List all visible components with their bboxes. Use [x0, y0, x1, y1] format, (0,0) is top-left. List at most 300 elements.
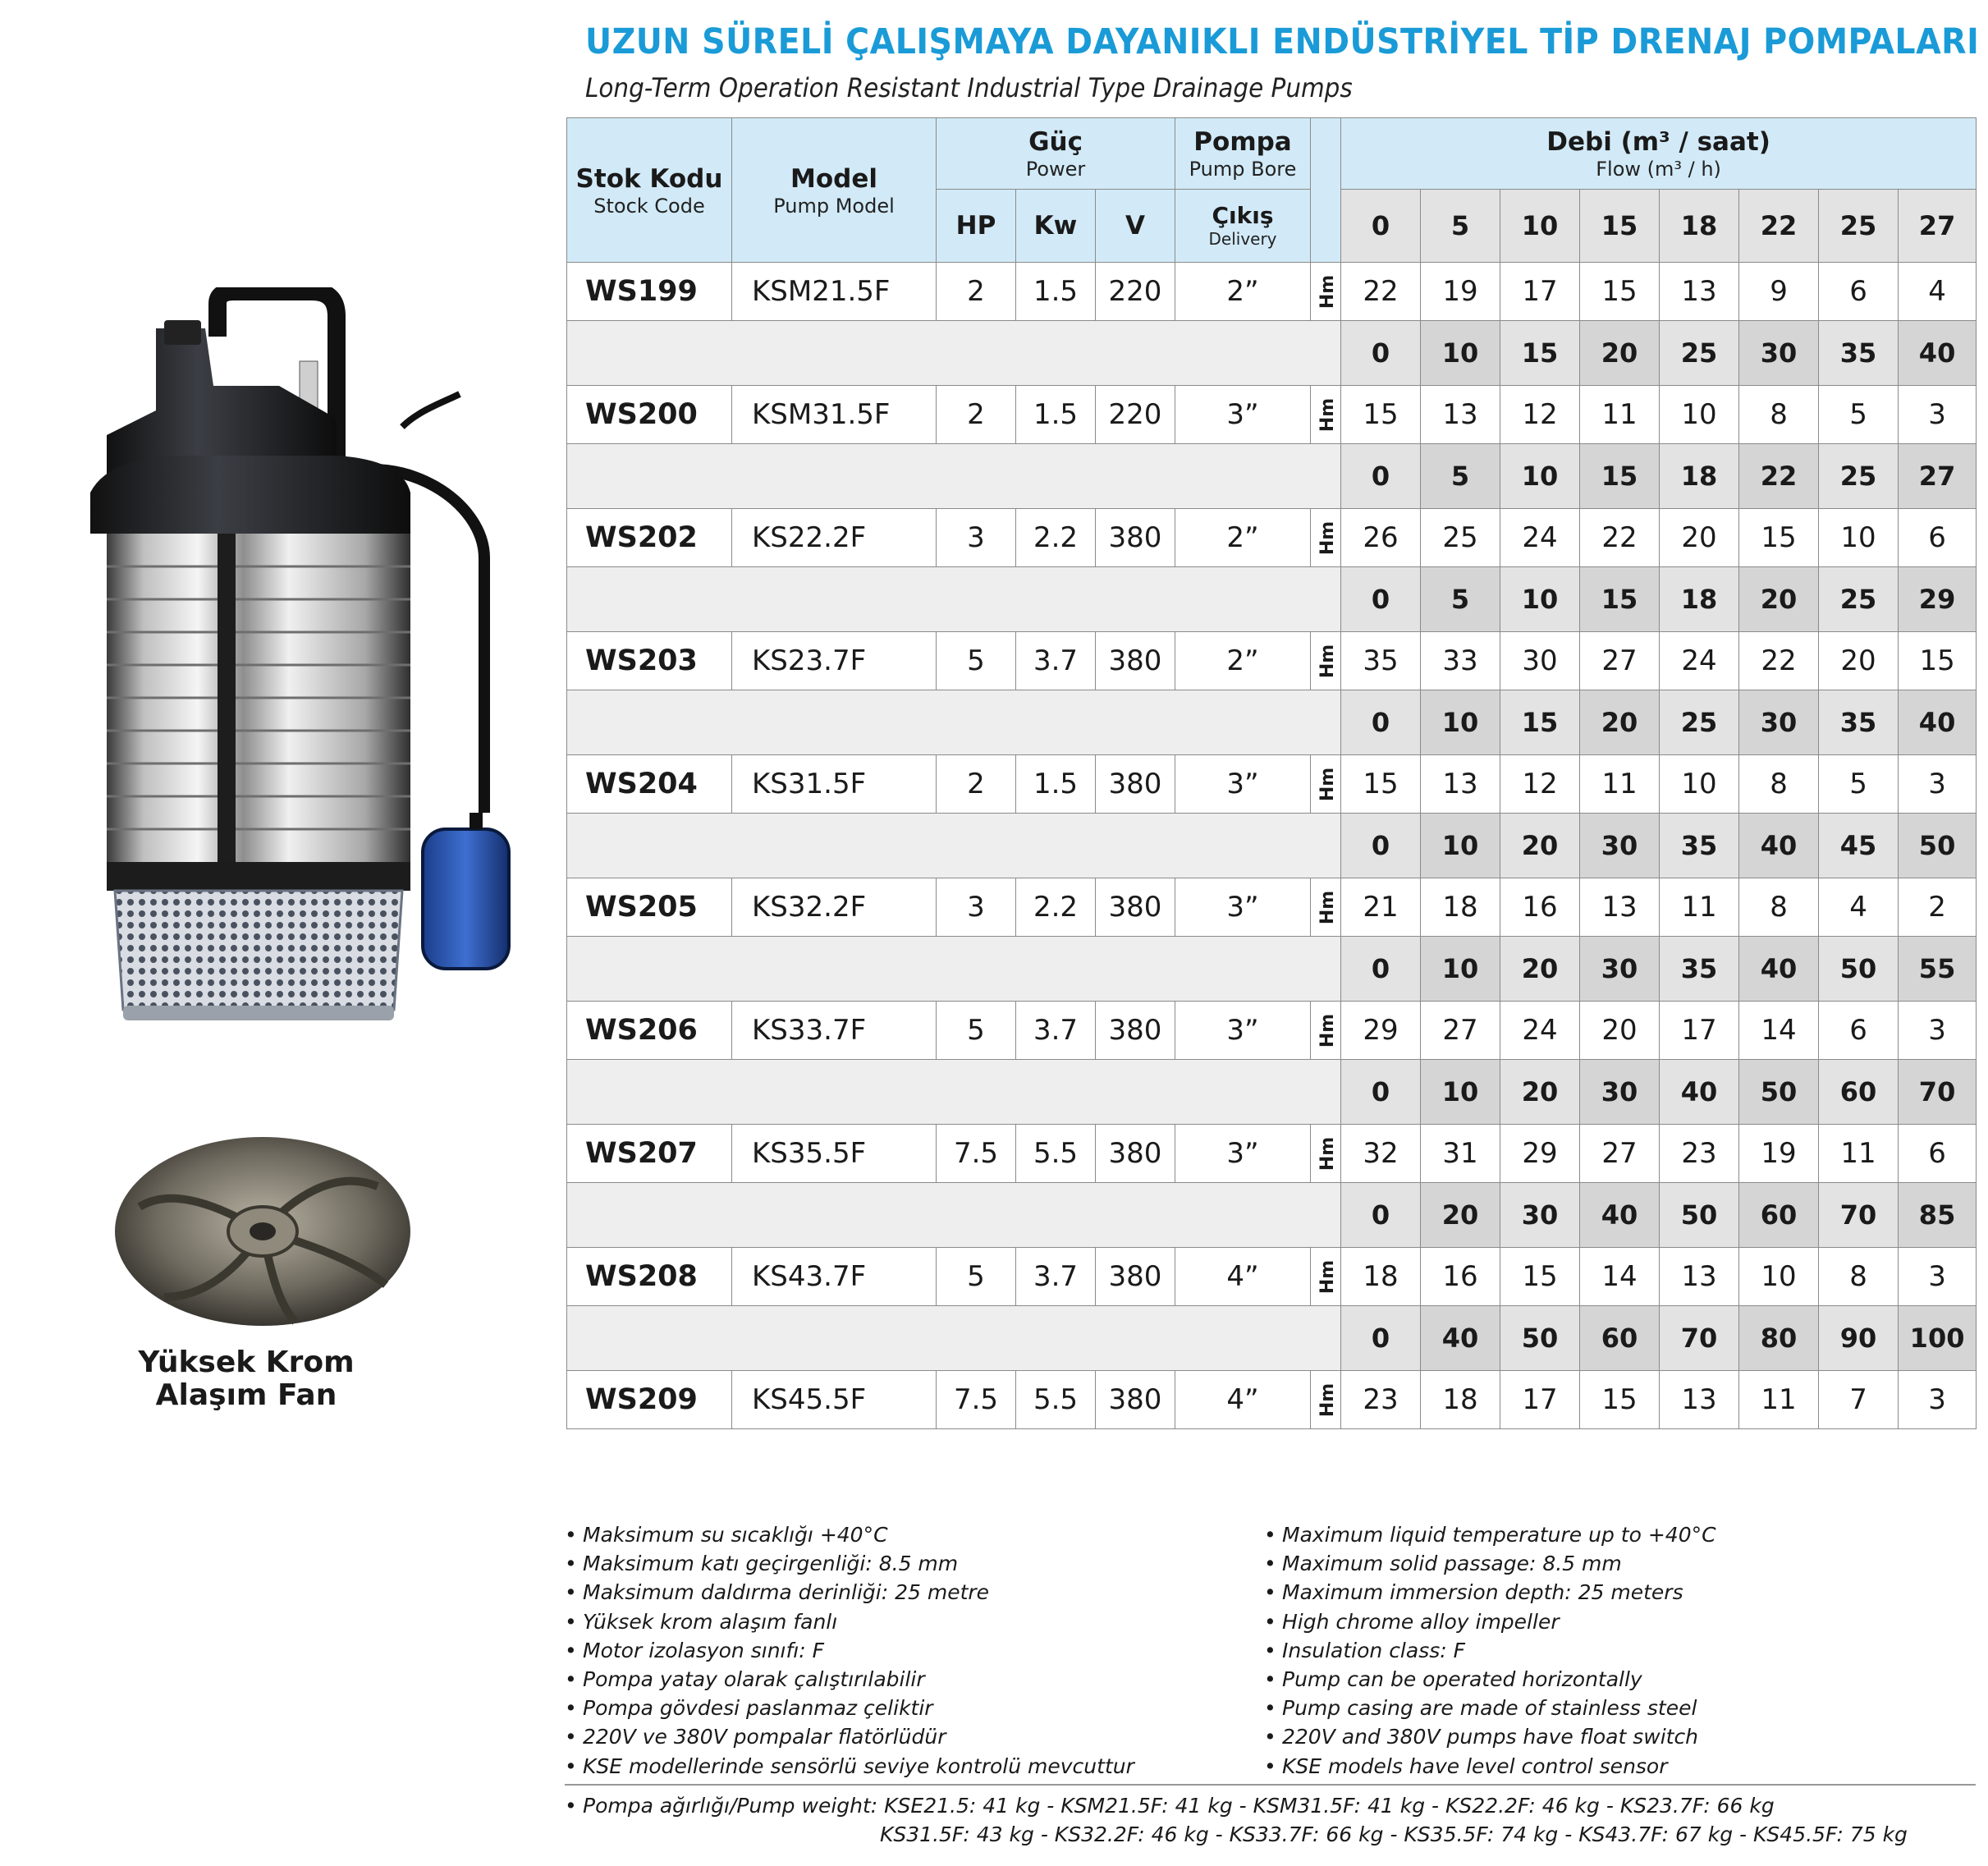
flow-row	[567, 1306, 1977, 1371]
head-value-cell: 19	[1739, 1125, 1819, 1183]
flow-value: 0	[1341, 321, 1421, 386]
head-value-cell: 22	[1580, 509, 1660, 567]
flow-value: 27	[1899, 444, 1977, 509]
flow-value: 10	[1421, 937, 1500, 1002]
head-value-cell: 6	[1819, 263, 1899, 321]
head-value-cell: 16	[1500, 878, 1580, 937]
hm-label: Hm	[1317, 274, 1339, 309]
kw-cell: 3.7	[1016, 1002, 1096, 1060]
head-value-cell: 13	[1660, 1371, 1739, 1429]
flow-row-spacer	[567, 690, 1341, 755]
model-cell: KS22.2F	[732, 509, 937, 567]
kw-cell: 3.7	[1016, 632, 1096, 690]
flow-value: 15	[1580, 444, 1660, 509]
table-row	[567, 509, 1977, 567]
flow-row-spacer	[567, 1060, 1341, 1125]
flow-value: 18	[1660, 567, 1739, 632]
flow-value-header: 22	[1739, 190, 1819, 263]
flow-value: 15	[1500, 690, 1580, 755]
flow-value: 40	[1739, 937, 1819, 1002]
flow-value: 0	[1341, 1306, 1421, 1371]
hm-label-cell	[1311, 878, 1341, 937]
caption-line-2: Alaşım Fan	[155, 1378, 337, 1412]
flow-value: 15	[1500, 321, 1580, 386]
flow-value: 15	[1580, 567, 1660, 632]
flow-row	[567, 1183, 1977, 1248]
stock-code-cell: WS208	[567, 1248, 732, 1306]
head-value-cell: 29	[1341, 1002, 1421, 1060]
hp-cell: 7.5	[937, 1125, 1016, 1183]
flow-value: 85	[1899, 1183, 1977, 1248]
flow-value: 0	[1341, 1060, 1421, 1125]
head-value-cell: 16	[1421, 1248, 1500, 1306]
flow-value: 50	[1739, 1060, 1819, 1125]
flow-value: 20	[1500, 937, 1580, 1002]
page-title: UZUN SÜRELİ ÇALIŞMAYA DAYANIKLI ENDÜSTRİYEL TİP DRENAJ POMPALARI	[585, 21, 1980, 62]
note-en-item: • High chrome alloy impeller	[1264, 1607, 1716, 1636]
flow-value: 29	[1899, 567, 1977, 632]
notes-divider	[565, 1784, 1976, 1786]
hp-cell: 3	[937, 509, 1016, 567]
hm-label: Hm	[1317, 397, 1339, 432]
flow-value: 20	[1739, 567, 1819, 632]
table-row	[567, 263, 1977, 321]
flow-value: 0	[1341, 814, 1421, 878]
flow-value: 20	[1500, 814, 1580, 878]
flow-value: 60	[1739, 1183, 1819, 1248]
delivery-cell: 3”	[1175, 1002, 1311, 1060]
hp-cell: 2	[937, 386, 1016, 444]
head-value-cell: 20	[1819, 632, 1899, 690]
model-cell: KS33.7F	[732, 1002, 937, 1060]
note-tr-item: • Maksimum katı geçirgenliği: 8.5 mm	[565, 1549, 1134, 1578]
kw-cell: 1.5	[1016, 386, 1096, 444]
flow-value: 60	[1580, 1306, 1660, 1371]
head-value-cell: 14	[1580, 1248, 1660, 1306]
flow-row-spacer	[567, 444, 1341, 509]
hm-label: Hm	[1317, 1136, 1339, 1171]
kw-cell: 2.2	[1016, 509, 1096, 567]
kw-cell: 2.2	[1016, 878, 1096, 937]
head-value-cell: 4	[1899, 263, 1977, 321]
flow-row-spacer	[567, 321, 1341, 386]
pump-spec-table	[566, 117, 1977, 1429]
head-value-cell: 8	[1739, 386, 1819, 444]
hm-label-cell	[1311, 755, 1341, 814]
head-value-cell: 6	[1899, 1125, 1977, 1183]
note-tr-item: • 220V ve 380V pompalar flatörlüdür	[565, 1722, 1134, 1751]
pump-weight-line-1: • Pompa ağırlığı/Pump weight: KSE21.5: 41 kg - KSM21.5F: 41 kg - KSM31.5F: 41 kg - KS22.2F: 46 kg - KS23.7F: 66 kg	[565, 1794, 1775, 1818]
flow-value: 30	[1580, 814, 1660, 878]
head-value-cell: 18	[1421, 878, 1500, 937]
flow-value: 60	[1819, 1060, 1899, 1125]
flow-value: 20	[1500, 1060, 1580, 1125]
flow-value: 50	[1819, 937, 1899, 1002]
hm-label-cell	[1311, 509, 1341, 567]
head-value-cell: 22	[1739, 632, 1819, 690]
head-value-cell: 27	[1421, 1002, 1500, 1060]
voltage-cell: 380	[1096, 1125, 1175, 1183]
head-value-cell: 13	[1421, 386, 1500, 444]
head-value-cell: 12	[1500, 755, 1580, 814]
hm-label-cell	[1311, 1002, 1341, 1060]
hp-cell: 2	[937, 263, 1016, 321]
delivery-cell: 4”	[1175, 1371, 1311, 1429]
hm-label-cell	[1311, 386, 1341, 444]
hm-spacer-header	[1311, 118, 1341, 263]
head-value-cell: 3	[1899, 1248, 1977, 1306]
head-value-cell: 4	[1819, 878, 1899, 937]
pump-weight-line-2: KS31.5F: 43 kg - KS32.2F: 46 kg - KS33.7F: 66 kg - KS35.5F: 74 kg - KS43.7F: 67 kg - KS45.5F: 75 kg	[880, 1822, 1908, 1846]
note-en-item: • Maximum immersion depth: 25 meters	[1264, 1578, 1716, 1607]
hp-cell: 3	[937, 878, 1016, 937]
flow-value: 10	[1500, 567, 1580, 632]
flow-value: 25	[1819, 567, 1899, 632]
hm-label-cell	[1311, 632, 1341, 690]
head-value-cell: 14	[1739, 1002, 1819, 1060]
model-cell: KS31.5F	[732, 755, 937, 814]
kw-cell: 1.5	[1016, 263, 1096, 321]
caption-line-1: Yüksek Krom	[138, 1346, 355, 1379]
hp-cell: 5	[937, 1002, 1016, 1060]
head-value-cell: 18	[1341, 1248, 1421, 1306]
flow-value: 0	[1341, 690, 1421, 755]
head-value-cell: 5	[1819, 755, 1899, 814]
delivery-cell: 3”	[1175, 386, 1311, 444]
flow-value: 40	[1660, 1060, 1739, 1125]
v-header: V	[1096, 190, 1175, 263]
flow-value: 80	[1739, 1306, 1819, 1371]
head-value-cell: 6	[1899, 509, 1977, 567]
flow-value: 40	[1899, 690, 1977, 755]
pump-image	[90, 287, 550, 1075]
flow-value: 22	[1739, 444, 1819, 509]
note-en-item: • Pump can be operated horizontally	[1264, 1665, 1716, 1694]
flow-value: 40	[1580, 1183, 1660, 1248]
flow-row-spacer	[567, 814, 1341, 878]
delivery-cell: 3”	[1175, 755, 1311, 814]
head-value-cell: 11	[1580, 755, 1660, 814]
notes-english	[1264, 1520, 1716, 1781]
head-value-cell: 17	[1660, 1002, 1739, 1060]
hm-label-cell	[1311, 263, 1341, 321]
voltage-cell: 380	[1096, 509, 1175, 567]
head-value-cell: 13	[1660, 1248, 1739, 1306]
hp-cell: 5	[937, 1248, 1016, 1306]
flow-value: 70	[1899, 1060, 1977, 1125]
head-value-cell: 7	[1819, 1371, 1899, 1429]
flow-value-header: 5	[1421, 190, 1500, 263]
head-value-cell: 27	[1580, 1125, 1660, 1183]
stock-code-cell: WS207	[567, 1125, 732, 1183]
head-value-cell: 13	[1660, 263, 1739, 321]
flow-value: 10	[1421, 1060, 1500, 1125]
flow-value: 35	[1819, 690, 1899, 755]
stock-code-cell: WS200	[567, 386, 732, 444]
note-en-item: • Maximum solid passage: 8.5 mm	[1264, 1549, 1716, 1578]
head-value-cell: 5	[1819, 386, 1899, 444]
flow-header: Debi (m³ / saat) Flow (m³ / h)	[1341, 118, 1977, 190]
flow-value: 45	[1819, 814, 1899, 878]
head-value-cell: 29	[1500, 1125, 1580, 1183]
flow-row	[567, 567, 1977, 632]
hm-label: Hm	[1317, 1382, 1339, 1417]
flow-value: 5	[1421, 567, 1500, 632]
hm-label-cell	[1311, 1125, 1341, 1183]
note-tr-item: • Pompa gövdesi paslanmaz çeliktir	[565, 1694, 1134, 1722]
flow-value: 40	[1739, 814, 1819, 878]
flow-value-header: 0	[1341, 190, 1421, 263]
flow-row	[567, 937, 1977, 1002]
pump-bore-header: Pompa Pump Bore	[1175, 118, 1311, 190]
flow-value: 30	[1739, 690, 1819, 755]
stock-code-cell: WS204	[567, 755, 732, 814]
head-value-cell: 8	[1739, 755, 1819, 814]
head-value-cell: 8	[1819, 1248, 1899, 1306]
head-value-cell: 11	[1660, 878, 1739, 937]
note-en-item: • Insulation class: F	[1264, 1636, 1716, 1665]
voltage-cell: 380	[1096, 1002, 1175, 1060]
head-value-cell: 35	[1341, 632, 1421, 690]
head-value-cell: 22	[1341, 263, 1421, 321]
voltage-cell: 220	[1096, 386, 1175, 444]
voltage-cell: 220	[1096, 263, 1175, 321]
head-value-cell: 24	[1500, 1002, 1580, 1060]
delivery-cell: 3”	[1175, 878, 1311, 937]
flow-value: 10	[1421, 321, 1500, 386]
stock-code-cell: WS199	[567, 263, 732, 321]
flow-value: 30	[1580, 937, 1660, 1002]
flow-value: 18	[1660, 444, 1739, 509]
delivery-cell: 2”	[1175, 509, 1311, 567]
model-header: Model Pump Model	[732, 118, 937, 263]
flow-value: 35	[1660, 814, 1739, 878]
kw-cell: 1.5	[1016, 755, 1096, 814]
voltage-cell: 380	[1096, 878, 1175, 937]
hp-cell: 2	[937, 755, 1016, 814]
table-row	[567, 755, 1977, 814]
flow-value: 25	[1660, 690, 1739, 755]
head-value-cell: 23	[1660, 1125, 1739, 1183]
stock-code-cell: WS209	[567, 1371, 732, 1429]
flow-value: 50	[1899, 814, 1977, 878]
table-row	[567, 1002, 1977, 1060]
notes-turkish	[565, 1520, 1134, 1781]
flow-value: 40	[1899, 321, 1977, 386]
head-value-cell: 3	[1899, 386, 1977, 444]
head-value-cell: 20	[1660, 509, 1739, 567]
hm-label: Hm	[1317, 890, 1339, 924]
head-value-cell: 32	[1341, 1125, 1421, 1183]
flow-row-spacer	[567, 567, 1341, 632]
model-cell: KS43.7F	[732, 1248, 937, 1306]
head-value-cell: 11	[1739, 1371, 1819, 1429]
voltage-cell: 380	[1096, 1248, 1175, 1306]
delivery-cell: 4”	[1175, 1248, 1311, 1306]
head-value-cell: 15	[1580, 1371, 1660, 1429]
flow-value: 0	[1341, 1183, 1421, 1248]
flow-value: 10	[1421, 814, 1500, 878]
stock-code-cell: WS206	[567, 1002, 732, 1060]
flow-row	[567, 444, 1977, 509]
table-row	[567, 386, 1977, 444]
flow-value: 20	[1421, 1183, 1500, 1248]
model-cell: KS45.5F	[732, 1371, 937, 1429]
flow-value-header: 15	[1580, 190, 1660, 263]
voltage-cell: 380	[1096, 632, 1175, 690]
flow-value: 40	[1421, 1306, 1500, 1371]
voltage-cell: 380	[1096, 755, 1175, 814]
head-value-cell: 17	[1500, 1371, 1580, 1429]
flow-row-spacer	[567, 1183, 1341, 1248]
head-value-cell: 12	[1500, 386, 1580, 444]
head-value-cell: 11	[1819, 1125, 1899, 1183]
note-en-item: • KSE models have level control sensor	[1264, 1752, 1716, 1781]
flow-row	[567, 814, 1977, 878]
flow-row	[567, 1060, 1977, 1125]
page-subtitle: Long-Term Operation Resistant Industrial Type Drainage Pumps	[585, 72, 1353, 103]
head-value-cell: 10	[1819, 509, 1899, 567]
flow-value: 70	[1819, 1183, 1899, 1248]
head-value-cell: 10	[1660, 755, 1739, 814]
stock-code-cell: WS202	[567, 509, 732, 567]
head-value-cell: 2	[1899, 878, 1977, 937]
head-value-cell: 6	[1819, 1002, 1899, 1060]
hp-cell: 7.5	[937, 1371, 1016, 1429]
head-value-cell: 19	[1421, 263, 1500, 321]
flow-value: 50	[1660, 1183, 1739, 1248]
head-value-cell: 3	[1899, 755, 1977, 814]
note-tr-item: • Yüksek krom alaşım fanlı	[565, 1607, 1134, 1636]
head-value-cell: 10	[1739, 1248, 1819, 1306]
hm-label: Hm	[1317, 520, 1339, 555]
delivery-cell: 2”	[1175, 263, 1311, 321]
hp-cell: 5	[937, 632, 1016, 690]
impeller-caption	[123, 1346, 369, 1412]
head-value-cell: 3	[1899, 1002, 1977, 1060]
head-value-cell: 15	[1580, 263, 1660, 321]
hm-label-cell	[1311, 1248, 1341, 1306]
note-en-item: • Maximum liquid temperature up to +40°C	[1264, 1520, 1716, 1549]
head-value-cell: 3	[1899, 1371, 1977, 1429]
flow-row-spacer	[567, 1306, 1341, 1371]
table-row	[567, 632, 1977, 690]
flow-value: 0	[1341, 937, 1421, 1002]
note-tr-item: • Maksimum su sıcaklığı +40°C	[565, 1520, 1134, 1549]
kw-cell: 5.5	[1016, 1125, 1096, 1183]
flow-value: 30	[1500, 1183, 1580, 1248]
head-value-cell: 31	[1421, 1125, 1500, 1183]
head-value-cell: 25	[1421, 509, 1500, 567]
stock-code-cell: WS205	[567, 878, 732, 937]
delivery-header: Çıkış Delivery	[1175, 190, 1311, 263]
flow-value: 30	[1739, 321, 1819, 386]
head-value-cell: 13	[1580, 878, 1660, 937]
model-cell: KSM31.5F	[732, 386, 937, 444]
note-tr-item: • Motor izolasyon sınıfı: F	[565, 1636, 1134, 1665]
flow-value-header: 27	[1899, 190, 1977, 263]
head-value-cell: 24	[1660, 632, 1739, 690]
hp-header: HP	[937, 190, 1016, 263]
flow-value: 0	[1341, 567, 1421, 632]
flow-value: 0	[1341, 444, 1421, 509]
flow-value: 10	[1421, 690, 1500, 755]
kw-cell: 5.5	[1016, 1371, 1096, 1429]
table-row	[567, 1248, 1977, 1306]
flow-value-header: 10	[1500, 190, 1580, 263]
flow-value: 30	[1580, 1060, 1660, 1125]
head-value-cell: 15	[1500, 1248, 1580, 1306]
table-row	[567, 878, 1977, 937]
voltage-cell: 380	[1096, 1371, 1175, 1429]
flow-value: 10	[1500, 444, 1580, 509]
head-value-cell: 15	[1341, 386, 1421, 444]
flow-value: 20	[1580, 690, 1660, 755]
head-value-cell: 33	[1421, 632, 1500, 690]
flow-value: 35	[1819, 321, 1899, 386]
head-value-cell: 21	[1341, 878, 1421, 937]
head-value-cell: 15	[1341, 755, 1421, 814]
delivery-cell: 2”	[1175, 632, 1311, 690]
head-value-cell: 15	[1739, 509, 1819, 567]
head-value-cell: 8	[1739, 878, 1819, 937]
hm-label-cell	[1311, 1371, 1341, 1429]
head-value-cell: 11	[1580, 386, 1660, 444]
flow-row	[567, 321, 1977, 386]
flow-value: 5	[1421, 444, 1500, 509]
model-cell: KS32.2F	[732, 878, 937, 937]
head-value-cell: 20	[1580, 1002, 1660, 1060]
flow-value: 55	[1899, 937, 1977, 1002]
head-value-cell: 24	[1500, 509, 1580, 567]
flow-value: 35	[1660, 937, 1739, 1002]
table-row	[567, 1125, 1977, 1183]
head-value-cell: 10	[1660, 386, 1739, 444]
note-tr-item: • KSE modellerinde sensörlü seviye kontrolü mevcuttur	[565, 1752, 1134, 1781]
head-value-cell: 15	[1899, 632, 1977, 690]
power-header: Güç Power	[937, 118, 1175, 190]
note-tr-item: • Pompa yatay olarak çalıştırılabilir	[565, 1665, 1134, 1694]
model-cell: KS23.7F	[732, 632, 937, 690]
impeller-image	[107, 1129, 419, 1334]
delivery-cell: 3”	[1175, 1125, 1311, 1183]
hm-label: Hm	[1317, 767, 1339, 801]
hm-label: Hm	[1317, 1013, 1339, 1048]
model-cell: KS35.5F	[732, 1125, 937, 1183]
head-value-cell: 26	[1341, 509, 1421, 567]
stock-code-header: Stok Kodu Stock Code	[567, 118, 732, 263]
head-value-cell: 17	[1500, 263, 1580, 321]
note-tr-item: • Maksimum daldırma derinliği: 25 metre	[565, 1578, 1134, 1607]
flow-value: 100	[1899, 1306, 1977, 1371]
flow-value: 50	[1500, 1306, 1580, 1371]
model-cell: KSM21.5F	[732, 263, 937, 321]
note-en-item: • Pump casing are made of stainless steel	[1264, 1694, 1716, 1722]
flow-value: 90	[1819, 1306, 1899, 1371]
flow-value: 70	[1660, 1306, 1739, 1371]
flow-value-header: 18	[1660, 190, 1739, 263]
head-value-cell: 27	[1580, 632, 1660, 690]
flow-value: 25	[1660, 321, 1739, 386]
head-value-cell: 23	[1341, 1371, 1421, 1429]
hm-label: Hm	[1317, 644, 1339, 678]
head-value-cell: 30	[1500, 632, 1580, 690]
table-row	[567, 1371, 1977, 1429]
kw-cell: 3.7	[1016, 1248, 1096, 1306]
table-body	[567, 263, 1977, 1429]
note-en-item: • 220V and 380V pumps have float switch	[1264, 1722, 1716, 1751]
stock-code-cell: WS203	[567, 632, 732, 690]
